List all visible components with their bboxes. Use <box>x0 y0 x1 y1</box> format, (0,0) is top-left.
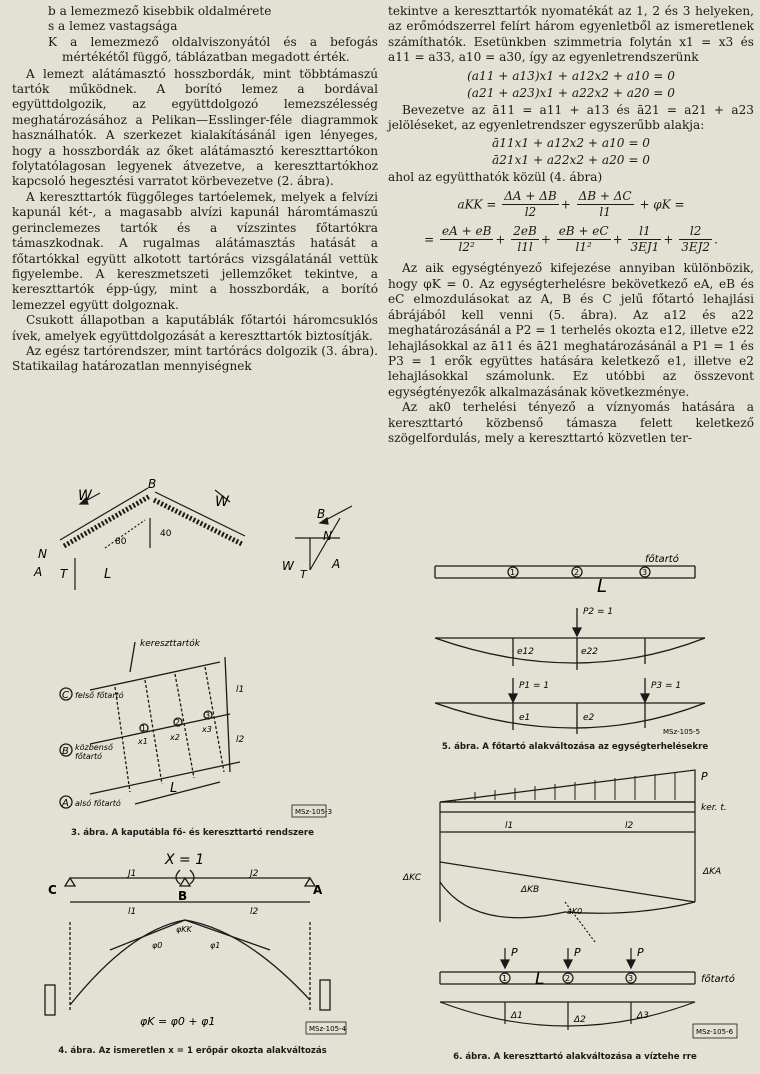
fig6-p2: P <box>574 946 581 959</box>
fig2-label-a2: A <box>332 557 341 571</box>
right-column <box>388 4 754 446</box>
equation: ā11x1 + a12x2 + a10 = 0 <box>492 136 650 151</box>
fig6-n1: 1 <box>502 974 508 983</box>
numerator: eA + eB <box>440 224 493 240</box>
fig5-p2: P2 = 1 <box>583 607 614 617</box>
denominator: l2 <box>524 205 537 220</box>
paragraph: tekintve a kereszttartók nyomatékát az 1, 2 és 3 helyeken, az erőmódszerrel felírt három egyenletből az ismeretlenek számíthatók. Esetünkben szimmetria folytán x1 = x3 és a11 = a33, a10 = a30, így az egyenletrendszerünk <box>388 4 754 65</box>
numerator: l1 <box>628 224 661 240</box>
fig4-phi1: φ1 <box>210 941 221 950</box>
denominator: 3EJ2 <box>681 240 711 255</box>
fig5-p1: P1 = 1 <box>519 681 550 691</box>
fig3-n3: 3 <box>205 711 211 720</box>
fig4-l2: l2 <box>250 907 259 917</box>
fig6-ak0: aK0 <box>567 907 583 916</box>
fig3-c: C <box>62 690 69 701</box>
fig3-l: L <box>170 781 178 796</box>
fig4-l1: l1 <box>128 907 137 917</box>
fig3-top-label: kereszttartók <box>140 639 200 649</box>
fig3-l1: l1 <box>236 685 245 695</box>
numerator: l2 <box>679 224 712 240</box>
paragraph: Bevezetve az ā11 = a11 + a13 és ā21 = a21 + a23 jelöléseket, az egyenletrendszer egyszerűbb alakja: <box>388 102 754 133</box>
fig3-b: B <box>62 746 69 757</box>
fig2-label-a: A <box>34 565 43 579</box>
formula-lhs: aKK = <box>457 197 497 212</box>
fig3-x1: x1 <box>138 737 148 746</box>
fig6-dka: ΔKA <box>703 867 722 877</box>
figure-4-diagram <box>20 850 365 1040</box>
fraction <box>577 189 634 221</box>
fig5-n2: 2 <box>574 568 580 577</box>
fig6-l1: l1 <box>505 821 514 831</box>
fig2-label-b2: B <box>317 507 326 521</box>
fig3-a-label: alsó főtartó <box>75 799 121 808</box>
numerator: 2eB <box>511 224 539 240</box>
fig2-label-n2: N <box>323 529 332 543</box>
denominator: l1l <box>517 240 533 255</box>
denominator: 3EJ1 <box>630 240 660 255</box>
fig6-code: MSz-105-6 <box>696 1028 734 1036</box>
formula-akk: aKK = $\frac{\Delta A + \Delta B}{l2}$ + $\frac{\Delta B + \Delta C}{l1}$ + φK = <box>457 188 685 220</box>
fig6-dkc: ΔKC <box>403 873 422 883</box>
fig4-x: X = 1 <box>165 852 205 868</box>
fig2-label-w3: W <box>282 559 294 573</box>
denominator: l1 <box>599 205 611 220</box>
figure-5-diagram <box>405 548 750 738</box>
fig3-code: MSz-105-3 <box>295 808 333 816</box>
fig2-label-b: B <box>148 478 157 491</box>
fraction <box>557 224 611 256</box>
fig4-a: A <box>313 883 323 897</box>
fig6-l2: l2 <box>625 821 634 831</box>
fig4-b: B <box>178 889 188 903</box>
left-column <box>12 4 378 375</box>
fig3-x2: x2 <box>170 733 180 742</box>
fig4-formula: φK = φ0 + φ1 <box>140 1015 216 1028</box>
formula-expansion: = $\frac{eA + eB}{\text{l2²}}$ + $\frac{2eB}{l1l}$ + $\frac{eB + eC}{\text{l1²}}$ + $\frac{l1}{3EJ1}$ + $\frac{l2}{3EJ2}$ . <box>424 223 718 255</box>
fig5-l: L <box>597 576 608 597</box>
fig4-j2: J2 <box>250 869 259 879</box>
formula-term: + φK = <box>639 197 685 212</box>
paragraph: Az ak0 terhelési tényező a víznyomás hatására a kereszttartó közbenső támasza felett keletkező szögelfordulás, mely a kereszttartó közvetlen ter- <box>388 400 754 445</box>
fig4-phikk: φKK <box>176 925 192 934</box>
denominator: l2² <box>458 240 475 255</box>
fig3-n2: 2 <box>175 718 181 727</box>
figure-4-caption: 4. ábra. Az ismeretlen x = 1 erőpár okozta alakváltozás <box>58 1046 327 1056</box>
paragraph: Az aik egységtényező kifejezése annyiban különbözik, hogy φK = 0. Az egységterhelésre bekövetkező eA, eB és eC elmozdulásokat az A, B és C jelű főtartó lehajlási ábrájából kell venni (5. ábra). Az a12 és a22 meghatározásánál a P2 = 1 terhelés okozta e12, illetve e22 lehajlásokkal az ā11 és ā21 meghatározásánál a P1 = 1 és P3 = 1 erők együttes hatására keletkező e1, illetve e2 lehajlásokkal számolunk. Ez utóbbi az összevont egységtényezők alkalmazásának következménye. <box>388 261 754 399</box>
fig4-code: MSz-105-4 <box>309 1025 347 1033</box>
fig6-d2: Δ2 <box>574 1015 586 1025</box>
numerator: ΔA + ΔB <box>502 189 559 205</box>
fig3-a: A <box>62 798 69 809</box>
paragraph: ahol az együtthatók közül (4. ábra) <box>388 170 603 185</box>
fig6-p-top: P <box>701 770 708 783</box>
fig2-label-t: T <box>60 567 68 581</box>
fig3-x3: x3 <box>202 725 212 734</box>
fig2-label-n: N <box>38 547 47 561</box>
fig3-n1: 1 <box>141 724 147 733</box>
fraction <box>679 224 712 256</box>
numerator: ΔB + ΔC <box>577 189 634 205</box>
fig3-c-label: felső főtartó <box>75 691 124 700</box>
fig6-l: L <box>535 969 545 989</box>
numerator: eB + eC <box>557 224 611 240</box>
fig6-n3: 3 <box>628 974 634 983</box>
fig6-p1: P <box>511 946 518 959</box>
fig6-d3: Δ3 <box>637 1011 649 1021</box>
fraction <box>511 224 539 256</box>
figure-3-diagram <box>20 632 365 822</box>
figure-6-diagram <box>395 762 755 1050</box>
fig5-n1: 1 <box>510 568 516 577</box>
fig4-j1: J1 <box>128 869 137 879</box>
paragraph: A lemezt alátámasztó hosszbordák, mint többtámaszú tartók működnek. A borító lemez a bordával együttdolgozik, az együttdolgozó lemezszélesség meghatározásához a Pelikan—Esslinger-féle diagrammok használhatók. A szerkezet kialakításánál igen lényeges, hogy a hosszbordák az őket alátámasztó kereszttartókon folytatólagosan legyenek átvezetve, a kereszttartókhoz kapcsoló hegesztési varratot körbevezetve (2. ábra). <box>12 66 378 189</box>
fig2-label-80: 80 <box>115 537 127 547</box>
equation: ā21x1 + a22x2 + a20 = 0 <box>492 153 650 168</box>
denominator: l1² <box>575 240 592 255</box>
definition-s: s a lemez vastagsága <box>48 19 178 34</box>
fraction <box>628 224 661 256</box>
fraction <box>502 189 559 221</box>
fig5-e1: e1 <box>519 713 531 723</box>
definition-b: b a lemezmező kisebbik oldalmérete <box>48 4 272 18</box>
fig3-b-label1: közbenső <box>75 743 113 752</box>
figure-2-diagram <box>20 478 365 598</box>
fraction <box>440 224 493 256</box>
fig5-code: MSz-105-5 <box>663 728 701 736</box>
fig6-p3: P <box>637 946 644 959</box>
fig6-n2: 2 <box>565 974 571 983</box>
definition-list <box>12 4 378 66</box>
fig6-d1: Δ1 <box>511 1011 523 1021</box>
figure-5-caption: 5. ábra. A főtartó alakváltozása az egységterhelésekre <box>441 742 709 752</box>
figure-6-caption: 6. ábra. A kereszttartó alakváltozása a víztehe rre <box>453 1052 697 1062</box>
fig6-dkb: ΔKB <box>521 885 540 895</box>
fig4-phi0: φ0 <box>152 941 163 950</box>
fig3-b-label2: főtartó <box>75 752 103 761</box>
fig2-label-w2: W <box>215 494 229 510</box>
fig5-p3: P3 = 1 <box>651 681 682 691</box>
fig5-fotarto: főtartó <box>645 554 679 565</box>
fig5-e2: e2 <box>583 713 595 723</box>
fig6-ker: ker. t. <box>701 803 727 813</box>
fig5-n3: 3 <box>642 568 648 577</box>
figure-3-caption: 3. ábra. A kaputábla fő- és kereszttartó rendszere <box>71 828 314 838</box>
fig3-l2: l2 <box>236 735 245 745</box>
fig2-label-l: L <box>104 567 112 582</box>
fig2-label-t2: T <box>300 568 307 581</box>
equation: (a11 + a13)x1 + a12x2 + a10 = 0 <box>467 68 675 83</box>
equation: (a21 + a23)x1 + a22x2 + a20 = 0 <box>467 85 675 100</box>
paragraph: Az egész tartórendszer, mint tartórács dolgozik (3. ábra). Statikailag határozatlan mennyiségnek <box>12 343 378 374</box>
fig6-fotarto: főtartó <box>701 974 735 985</box>
definition-k: K a lemezmező oldalviszonyától és a befogás mértékétől függő, táblázatban megadott érték. <box>48 34 378 65</box>
fig5-e12: e12 <box>517 647 534 657</box>
paragraph: Csukott állapotban a kaputáblák főtartói háromcsuklós ívek, amelyek együttdolgozását a kereszttartók biztosítják. <box>12 313 378 343</box>
fig2-label-40: 40 <box>160 529 172 539</box>
fig5-e22: e22 <box>581 647 598 657</box>
paragraph: A kereszttartók függőleges tartóelemek, melyek a felvízi kapunál két-, a magasabb alvízi kapunál háromtámaszú gerinclemezes tartók és a vízszintes főtartókra támaszkodnak. A rugalmas alátámasztás hatását a főtartókkal együtt alkotott tartórács vizsgálatánál vettük figyelembe. A kereszmetszeti jellemzőket tekintve, a kereszttartók épp-úgy, mint a hosszbordák, a borító lemezzel együtt dolgoznak. <box>12 189 378 312</box>
fig2-label-w1: W <box>78 488 92 504</box>
fig4-c: C <box>48 883 57 897</box>
